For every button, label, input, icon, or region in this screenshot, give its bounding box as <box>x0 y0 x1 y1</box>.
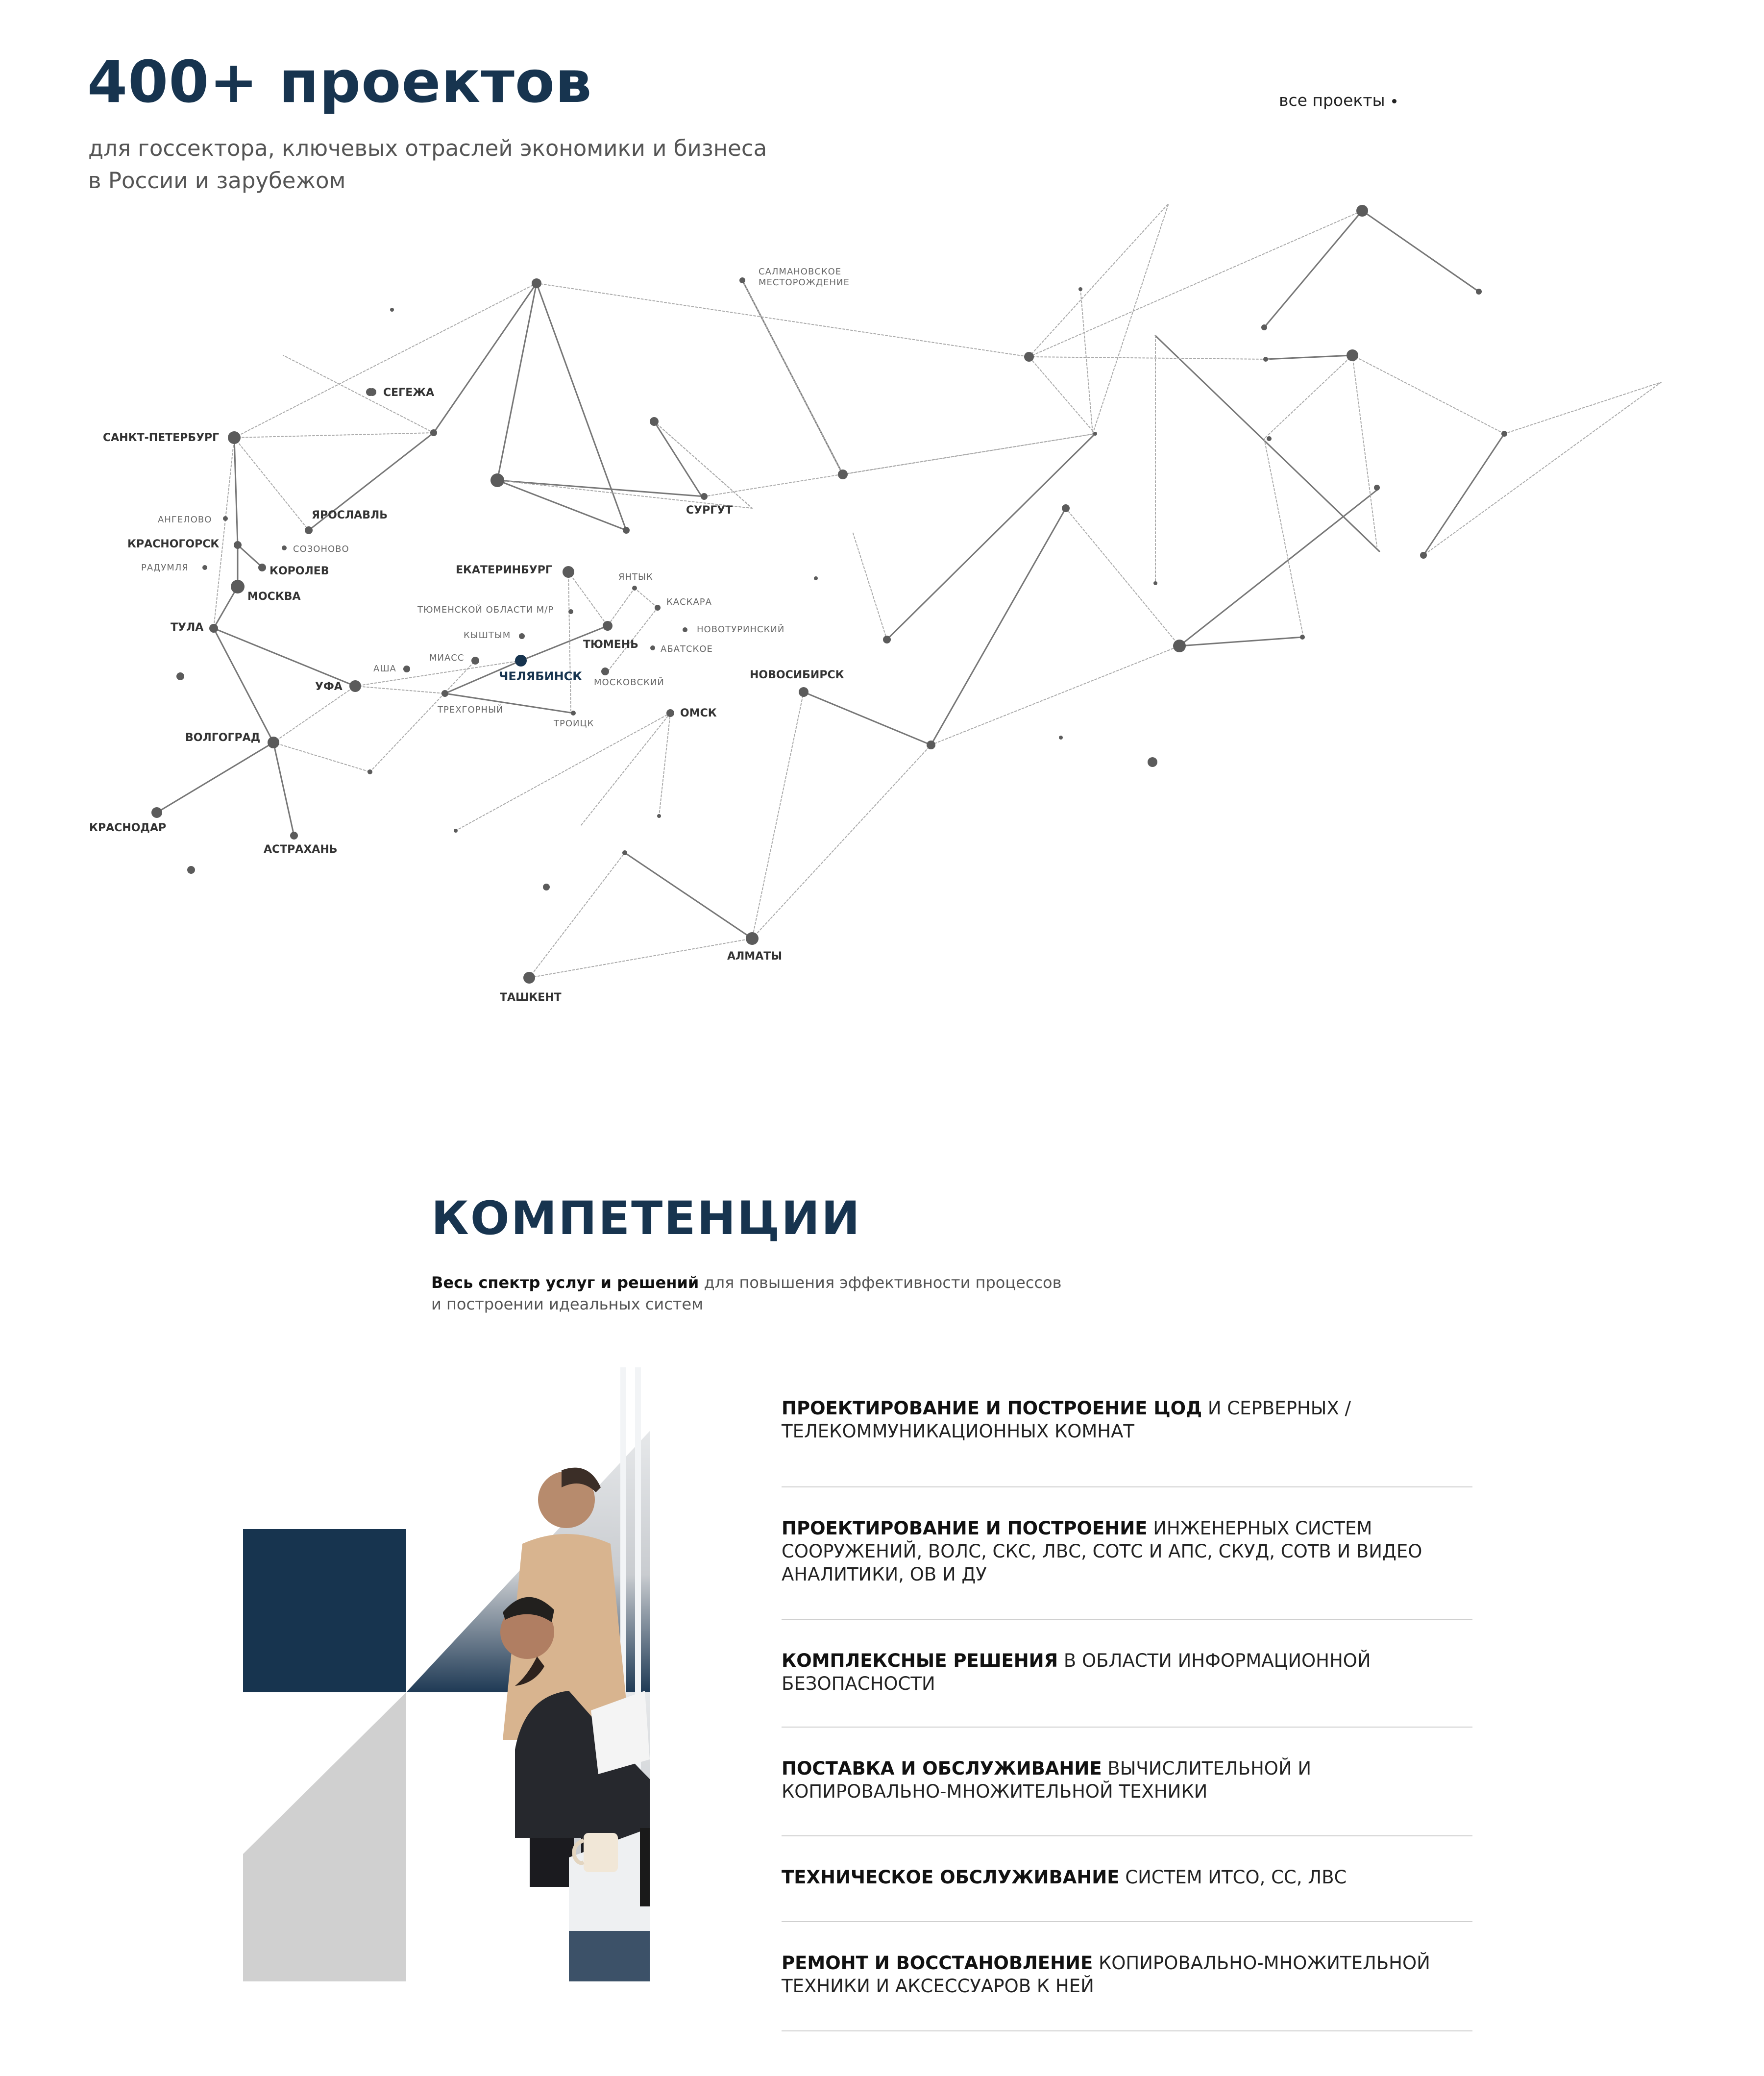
bullet-icon <box>1392 99 1396 103</box>
projects-title: 400+ проектов <box>87 48 592 116</box>
city-label-miass: МИАСС <box>429 653 465 663</box>
city-label-surgut: СУРГУТ <box>686 504 733 517</box>
city-label-volgograd: ВОЛГОГРАД <box>185 732 261 744</box>
city-label-yaroslavl: ЯРОСЛАВЛЬ <box>312 509 388 521</box>
city-label-moskva: МОСКВА <box>247 591 301 603</box>
city-label-ufa: УФА <box>315 681 343 693</box>
city-label-trehgorny: ТРЕХГОРНЫЙ <box>438 705 504 715</box>
city-label-ekaterinburg: ЕКАТЕРИНБУРГ <box>456 564 552 576</box>
competency-bold: ПОСТАВКА И ОБСЛУЖИВАНИЕ <box>782 1758 1102 1779</box>
city-label-sozonovo: СОЗОНОВО <box>293 544 349 554</box>
city-label-omsk: ОМСК <box>680 707 717 719</box>
city-label-angelovo: АНГЕЛОВО <box>158 515 212 525</box>
all-projects-link[interactable] <box>1279 91 1396 110</box>
city-label-asha: АША <box>373 664 396 674</box>
competencies-subtitle-bold: Весь спектр услуг и решений <box>431 1273 699 1292</box>
projects-map <box>0 186 1764 1029</box>
city-label-salmanovskoe-2: МЕСТОРОЖДЕНИЕ <box>759 277 850 288</box>
competency-bold: РЕМОНТ И ВОССТАНОВЛЕНИЕ <box>782 1952 1093 1974</box>
competency-bold: ПРОЕКТИРОВАНИЕ И ПОСТРОЕНИЕ ЦОД <box>782 1398 1202 1419</box>
city-label-almaty: АЛМАТЫ <box>727 950 783 963</box>
city-label-kaskara: КАСКАРА <box>666 597 712 607</box>
competency-item[interactable] <box>782 1836 1472 1922</box>
city-label-chelyabinsk: ЧЕЛЯБИНСК <box>499 669 582 683</box>
city-label-radumlya: РАДУМЛЯ <box>141 563 189 573</box>
competency-item[interactable] <box>782 1728 1472 1836</box>
map-labels <box>89 267 850 1004</box>
city-label-moskovsky: МОСКОВСКИЙ <box>594 677 664 688</box>
competency-item[interactable] <box>782 1922 1472 2031</box>
competency-bold: ПРОЕКТИРОВАНИЕ И ПОСТРОЕНИЕ <box>782 1518 1148 1539</box>
city-label-troitsk: ТРОИЦК <box>554 718 594 729</box>
city-label-tyumen: ТЮМЕНЬ <box>583 639 638 651</box>
city-label-yantyk: ЯНТЫК <box>618 572 653 582</box>
navy-square-shape <box>243 1529 406 1692</box>
projects-subtitle-line1: для госсектора, ключевых отраслей экономики и бизнеса <box>88 135 767 161</box>
map-connections <box>157 203 1661 978</box>
city-label-krasnogorsk: КРАСНОГОРСК <box>127 538 220 550</box>
projects-subtitle-line2: в России и зарубежом <box>88 168 346 194</box>
city-label-astrakhan: АСТРАХАНЬ <box>264 843 338 856</box>
competency-item[interactable] <box>782 1387 1472 1487</box>
competencies-title: КОМПЕТЕНЦИИ <box>431 1192 861 1245</box>
competency-text: СИСТЕМ ИТСО, СС, ЛВС <box>1119 1867 1347 1888</box>
city-label-kyshtym: КЫШТЫМ <box>464 630 511 641</box>
competencies-illustration <box>243 1367 743 2000</box>
city-label-salmanovskoe-1: САЛМАНОВСКОЕ <box>759 267 842 277</box>
city-label-tyumen-region: ТЮМЕНСКОЙ ОБЛАСТИ М/Р <box>417 605 554 615</box>
city-label-abatskoe: АБАТСКОЕ <box>661 644 713 654</box>
competency-text: ИНЖЕНЕРНЫХ СИСТЕМ СООРУЖЕНИЙ, ВОЛС, СКС, ЛВС, СОТС И АПС, СКУД, СОТВ И ВИДЕО АНАЛИТИКИ, ОВ И ДУ <box>782 1518 1422 1585</box>
competency-text: В ОБЛАСТИ ИНФОРМАЦИОННОЙ БЕЗОПАСНОСТИ <box>782 1650 1371 1694</box>
team-photo <box>406 1367 650 1981</box>
competency-text: И СЕРВЕРНЫХ / ТЕЛЕКОММУНИКАЦИОННЫХ КОМНАТ <box>782 1398 1351 1442</box>
city-label-segezha: СЕГЕЖА <box>383 387 435 399</box>
competencies-subtitle-line1 <box>431 1272 1061 1293</box>
city-label-spb: САНКТ-ПЕТЕРБУРГ <box>103 432 220 444</box>
competency-item[interactable] <box>782 1487 1472 1620</box>
city-label-tashkent: ТАШКЕНТ <box>500 991 562 1004</box>
competencies-subtitle-line2: и построении идеальных систем <box>431 1295 704 1313</box>
city-label-tula: ТУЛА <box>171 621 204 634</box>
all-projects-label: все проекты <box>1279 91 1385 110</box>
competency-bold: КОМПЛЕКСНЫЕ РЕШЕНИЯ <box>782 1650 1058 1671</box>
gray-shape <box>243 1692 406 1981</box>
competencies-list <box>782 1387 1472 2031</box>
city-label-novosibirsk: НОВОСИБИРСК <box>750 669 844 681</box>
competency-text: ВЫЧИСЛИТЕЛЬНОЙ И КОПИРОВАЛЬНО-МНОЖИТЕЛЬНОЙ ТЕХНИКИ <box>782 1758 1312 1802</box>
competency-bold: ТЕХНИЧЕСКОЕ ОБСЛУЖИВАНИЕ <box>782 1867 1120 1888</box>
competency-item[interactable] <box>782 1620 1472 1728</box>
city-label-krasnodar: КРАСНОДАР <box>89 822 167 834</box>
competencies-subtitle-rest: для повышения эффективности процессов <box>699 1273 1062 1292</box>
competencies-subtitle <box>431 1272 1061 1315</box>
map-nodes <box>151 205 1507 984</box>
city-label-novoturinsky: НОВОТУРИНСКИЙ <box>697 624 785 635</box>
competency-text: КОПИРОВАЛЬНО-МНОЖИТЕЛЬНОЙ ТЕХНИКИ И АКСЕССУАРОВ К НЕЙ <box>782 1952 1430 1997</box>
city-label-korolev: КОРОЛЕВ <box>270 565 329 577</box>
